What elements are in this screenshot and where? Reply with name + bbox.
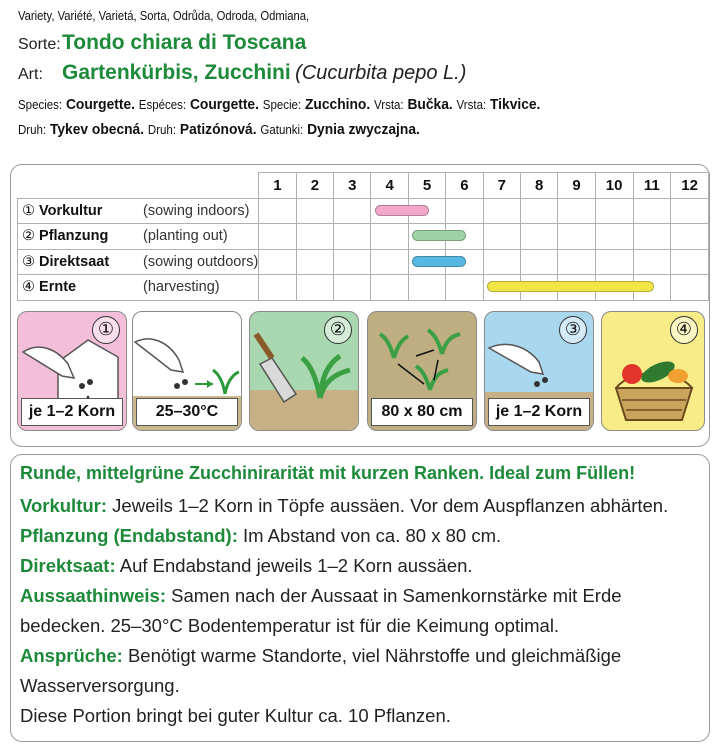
step-panel-harvest [601,311,705,431]
step-panel-germination [132,311,242,431]
portion-note: Diese Portion bringt bei guter Kultur ca. 10 Pflanzen. [20,705,451,726]
species-translations [18,96,540,113]
step-caption: 80 x 80 cm [371,398,473,426]
calendar-row-vorkultur [18,198,709,224]
instruction-key: Vorkultur: [20,495,108,516]
month-label: 9 [558,173,595,199]
druh-value: Dynia zwyczajna. [307,121,420,138]
instruction-pflanzung [20,521,710,551]
species-label: Espéces: [138,98,187,112]
druh-label: Druh: [147,123,177,137]
month-cell [296,224,333,250]
row-subtitle: (sowing outdoors) [143,253,259,270]
step-marker: ③ [22,253,35,270]
month-cell [334,249,371,275]
step-caption: je 1–2 Korn [488,398,590,426]
species-value: Courgette. [65,96,135,113]
month-cell [334,198,371,224]
instruction-text: Samen nach der Aussaat in Samenkornstärke mit Erde bedecken. 25–30°C Bodentemperatur ist für die Keimung optimal. [20,585,622,636]
month-cell [633,224,671,250]
month-header-row [18,173,709,199]
month-cell [558,249,595,275]
month-cell [595,198,633,224]
species-label: Vrsta: [373,98,404,112]
instruction-key: Aussaathinweis: [20,585,166,606]
row-label [18,249,259,275]
step-number: ② [324,316,352,344]
latin-name: (Cucurbita pepo L.) [295,62,467,84]
instruction-key: Ansprüche: [20,645,123,666]
instruction-ansprueche [20,641,710,701]
month-cell [296,249,333,275]
month-cell [633,198,671,224]
month-cell [483,224,520,250]
druh-value: Tykev obecná. [49,121,145,138]
row-subtitle: (harvesting) [143,279,220,296]
month-label: 11 [633,173,671,199]
period-bar-vorkultur [375,205,429,216]
period-bar-pflanzung [412,230,466,241]
month-cell [671,224,709,250]
month-cell [371,249,408,275]
month-label: 5 [408,173,445,199]
variety-description: Runde, mittelgrüne Zucchinirarität mit kurzen Ranken. Ideal zum Füllen! [20,463,636,483]
month-label: 1 [259,173,296,199]
instruction-text: Jeweils 1–2 Korn in Töpfe aussäen. Vor dem Auspflanzen abhärten. [112,495,669,516]
growing-instructions [10,454,710,742]
art-label: Art: [18,66,43,83]
species-label: Vrsta: [456,98,487,112]
calendar-corner [18,173,259,199]
step-caption: je 1–2 Korn [21,398,123,426]
druh-translations [18,121,420,138]
month-cell [446,275,483,301]
instruction-aussaathinweis [20,581,710,641]
month-cell [296,275,333,301]
step-panel-spacing [367,311,477,431]
species-label: Specie: [262,98,302,112]
month-cell [595,224,633,250]
step-panel-planting-out [249,311,359,431]
month-cell [408,275,445,301]
month-label: 6 [446,173,483,199]
sorte-label: Sorte: [18,36,61,53]
row-subtitle: (sowing indoors) [143,202,250,219]
month-cell [483,198,520,224]
month-cell [521,224,558,250]
step-caption: 25–30°C [136,398,238,426]
row-title: Ernte [39,279,77,296]
species-value: Tikvice. [490,96,541,113]
species-value: Zucchino. [304,96,371,113]
species-value: Courgette. [189,96,259,113]
month-cell [259,198,296,224]
month-label: 8 [521,173,558,199]
species-label: Species: [18,98,63,112]
month-cell [521,249,558,275]
step-marker: ① [22,202,35,219]
row-label [18,275,259,301]
row-label [18,224,259,250]
variety-name: Tondo chiara di Toscana [62,31,307,54]
month-cell [371,224,408,250]
month-cell [558,224,595,250]
calendar-row-pflanzung [18,224,709,250]
step-marker: ④ [22,279,35,296]
druh-label: Druh: [18,123,47,137]
calendar-row-direktsaat [18,249,709,275]
instruction-key: Direktsaat: [20,555,116,576]
instruction-text: Auf Endabstand jeweils 1–2 Korn aussäen. [119,555,473,576]
row-label [18,198,259,224]
month-cell [483,249,520,275]
step-number: ④ [670,316,698,344]
month-cell [446,198,483,224]
month-label: 7 [483,173,520,199]
step-number: ① [92,316,120,344]
month-cell [334,224,371,250]
druh-label: Gatunki: [260,123,304,137]
step-number: ③ [559,316,587,344]
month-cell [558,198,595,224]
month-cell [521,198,558,224]
month-cell [371,275,408,301]
month-cell [259,224,296,250]
month-cell [595,249,633,275]
row-title: Direktsaat [39,253,110,270]
species-value: Bučka. [407,96,453,113]
month-cell [671,275,709,301]
period-bar-ernte [487,281,654,292]
step-marker: ② [22,228,35,245]
instruction-key: Pflanzung (Endabstand): [20,525,238,546]
month-cell [259,275,296,301]
sowing-calendar [10,164,710,447]
instruction-vorkultur [20,491,710,521]
step-panel-direct-sowing [484,311,594,431]
month-label: 4 [371,173,408,199]
month-cell [259,249,296,275]
month-label: 12 [671,173,709,199]
row-title: Vorkultur [39,202,103,219]
art-line [18,61,466,85]
month-cell [296,198,333,224]
druh-value: Patizónová. [179,121,257,138]
period-bar-direktsaat [412,256,466,267]
instruction-text: Im Abstand von ca. 80 x 80 cm. [243,525,502,546]
sorte-line [18,31,306,55]
row-title: Pflanzung [39,228,109,245]
species-name: Gartenkürbis, Zucchini [62,61,291,84]
month-label: 10 [595,173,633,199]
month-label: 2 [296,173,333,199]
instruction-text: Benötigt warme Standorte, viel Nährstoffe und gleichmäßige Wasserversorgung. [20,645,622,696]
varieties-line: Variety, Variété, Varietá, Sorta, Odrůda, Odroda, Odmiana, [18,9,310,23]
month-cell [334,275,371,301]
month-cell [671,198,709,224]
month-cell [633,249,671,275]
instruction-direktsaat [20,551,710,581]
calendar-grid-wrap [17,172,709,301]
month-label: 3 [334,173,371,199]
row-subtitle: (planting out) [143,228,228,245]
month-cell [671,249,709,275]
step-panel-sowing-indoors [17,311,127,431]
